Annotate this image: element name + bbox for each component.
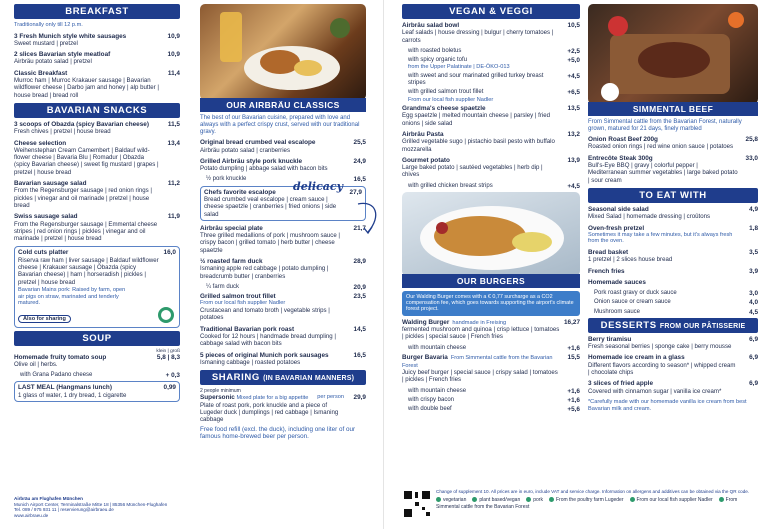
footer-line-2: Munich Airport Center, Terminalstraße Mitte 18 | 85356 München-Flughafen [14,501,168,507]
menu-sub-option [588,299,758,306]
sub-option-label: with mountain cheese [408,387,467,394]
menu-item-price: 4,0 [749,299,758,307]
menu-item-price: 13,2 [567,130,580,138]
last-meal-name: LAST MEAL (Hangmans lunch) [18,384,112,392]
menu-sub-option [402,57,580,71]
menu-item-price: 16,27 [564,318,580,326]
sharing-heading: SHARING (IN BAVARIAN MANNERS) [200,370,366,385]
menu-item-price: 3,9 [749,267,758,275]
simmental-heading: SIMMENTAL BEEF [588,102,758,116]
share-plate-icon [156,306,176,324]
menu-item-price: 20,9 [353,283,366,291]
menu-item-price: 15,5 [567,353,580,361]
menu-sub-option [588,290,758,297]
legend [402,497,762,511]
legend-item [526,497,543,503]
sub-option-label: with grilled chicken breast strips [408,182,493,189]
menu-item-desc: Bull's-Eye BBQ | gravy | colorful pepper | Mediterranean summer vegetables | large baked potato | sour cream [588,162,738,184]
cold-cuts-box [14,246,180,327]
menu-item-name: Oven-fresh pretzel [588,224,645,232]
menu-item [200,326,366,348]
menu-item [402,157,580,179]
sub-option-label: with grilled salmon trout fillet [408,89,484,96]
sub-option-label: with roasted boletus [408,47,462,54]
menu-item-desc: Sweet mustard | pretzel [14,39,78,47]
last-meal-price: 0,99 [163,384,176,392]
menu-item-price: 10,5 [567,22,580,29]
menu-item [588,249,758,264]
menu-item-name: Homemade fruity tomato soup [14,353,107,361]
legend-label: From Simmental cattle from the Bavarian Forest [436,496,738,510]
menu-sub-option [14,372,180,379]
menu-item-price: 6,9 [749,335,758,343]
legend-label: From our local fish supplier Nadler [636,496,713,503]
menu-item-price: +4,5 [567,72,580,80]
menu-item-note: From our local fish supplier Nadler [200,300,286,307]
snacks-heading: BAVARIAN SNACKS [14,103,180,118]
breakfast-list [14,33,180,99]
menu-item [588,155,758,184]
menu-item [588,136,758,151]
menu-item-desc: Olive oil | herbs. [14,360,58,368]
schnitzel-plate-icon [402,192,580,276]
menu-item-desc: Roasted onion rings | red wine onion sauce | potatoes [588,143,734,151]
menu-item-name: Grandma's cheese spaetzle [402,105,486,113]
menu-item-name: 3 Fresh Munich style white sausages [14,32,127,40]
menu-item-name: Bread basket [588,249,629,257]
menu-item-price: +1,6 [567,344,580,352]
menu-item-name: 2 slices Bavarian style meatloaf [14,51,111,59]
menu-item-tag: From Simmental cattle from the Bavarian Forest [402,354,553,369]
favorite-price: 27,9 [349,188,362,196]
menu-item-name: Cheese selection [14,139,67,147]
menu-item [200,139,366,154]
menu-item-name: 3 slices of fried apple [588,380,653,388]
menu-item-name: Entrecôte Steak 300g [588,154,653,162]
soup-heading: SOUP [14,331,180,346]
menu-sub-option [402,89,580,103]
classics-heading: OUR AIRBRÄU CLASSICS [200,98,366,112]
menu-item [14,70,180,99]
menu-item-price: 25,8 [745,136,758,144]
favorite-name: Chefs favorite escalope [204,188,276,196]
menu-item [14,213,180,242]
footer-line-3: Tel. 089 / 975 931 11 | reservierung@airbraeu.de [14,507,114,513]
breakfast-heading: BREAKFAST [14,4,180,19]
menu-item-price: +4,5 [567,182,580,190]
menu-item [588,380,758,395]
menu-item [200,258,366,280]
menu-item-price: 28,9 [353,258,366,266]
right-footer [402,489,762,519]
menu-item-name: Swiss sausage salad [14,213,78,221]
menu-item-desc: Leaf salads | house dressing | bulgur | cherry tomatoes | carrots [402,29,554,44]
menu-item-desc: Three grilled medallions of pork | mushroom sauce | crispy bacon | grilled tomato | herb butter | cheese spaetzle [200,232,340,254]
menu-item-desc: fermented mushroom and quinoa | crisp lettuce | tomatoes | pickles | special sauce | French fries [402,326,560,341]
menu-item [402,319,580,341]
plate-food-icon [200,4,366,100]
legend-dot-icon [549,497,554,502]
legend-label: From the poultry farm Lugeder [555,496,624,503]
sub-option-label: ¼ farm duck [206,283,240,290]
menu-item-desc: Weihenstephan Cream Camembert | Baldauf wild-flower cheese | Bavaria Blu | Romadur | Obazda (spicy Bavarian cheese) | sweet fig mustard | grapes | pretzel | house bread [14,146,159,176]
sub-option-label: with sweet and sour marinated grilled turkey breast stripes [408,72,544,87]
sub-option-label: ½ pork knuckle [206,176,247,183]
soup-size-label: klein | groß [156,348,180,354]
menu-item [402,105,580,127]
right-page [384,0,768,529]
menu-item-price: 14,5 [353,325,366,333]
menu-item-desc: Grilled vegetable sugo | pistachio basil pesto with buffalo mozzarella [402,138,555,153]
menu-item-desc: Fresh chives | pretzel | house bread [14,128,111,136]
classics-photo [200,4,366,100]
legend-dot-icon [436,497,441,502]
menu-item [14,140,180,176]
menu-item-desc: Covered with cinnamon sugar | vanilla ice cream* [588,387,722,395]
menu-item-price: 11,5 [167,120,180,128]
menu-item-price: +1,6 [567,396,580,404]
desserts-list [588,336,758,395]
steak-board-icon [588,4,758,104]
menu-item [14,121,180,136]
menu-item-name: Grilled salmon trout fillet [200,293,276,301]
menu-item [402,22,580,44]
menu-item-name: Airbräu Pasta [402,130,444,138]
legend-label: vegetarian [443,496,467,503]
menu-item-price: 11,2 [167,180,180,188]
menu-item-desc: Fresh seasonal berries | sponge cake | berry mousse [588,343,732,351]
menu-item-desc: Large baked potato | sautéed vegetables | herb dip | chives [402,164,543,179]
burgers-banner: Our Walding Burger comes with a € 0,77 surcharge as a CO2 compensation fee, which goes towards supporting the airport's climate forest project. [402,291,580,316]
menu-item-desc: From the Regensburger sausage | Emmental cheese stripes | red onion rings | pickles | vinegar and oil marinade | pretzel | house bread [14,220,158,243]
last-meal-box [14,381,180,402]
legend-dot-icon [630,497,635,502]
menu-item-price: 1,8 [749,224,758,232]
desserts-heading: DESSERTS FROM OUR PÂTISSERIE [588,318,758,333]
menu-item-price: 6,9 [749,354,758,362]
menu-item [588,225,758,245]
menu-item-desc: From the Regensburger sausage | red onion rings | pickles | vinegar and oil marinade | pretzel | house bread [14,187,152,209]
delicacy-script: delicacy [293,179,343,193]
menu-item-name: Classic Breakfast [14,69,68,77]
legend-dot-icon [719,497,724,502]
menu-item [14,354,180,369]
menu-sub-option [588,309,758,316]
menu-item-price: 4,9 [749,205,758,213]
favorite-desc: Bread crumbed veal escalope | cream sauce | cheese spaetzle | cranberries | fried onions | side salad [204,195,337,218]
menu-item-price: 11,9 [167,213,180,221]
menu-item-price: 16,5 [353,176,366,184]
classics-list [200,139,366,183]
sub-option-label: with crispy bacon [408,396,455,403]
menu-item-price: + 0,3 [165,372,180,380]
menu-item-price: 6,9 [749,380,758,388]
menu-item-desc: Crustacean and tomato broth | vegetable strips | potatoes [200,307,330,322]
menu-item-name: Homemade ice cream in a glass [588,354,685,362]
sub-option-label: with double beef [408,406,452,413]
cold-cuts-note: Bavarian Mains pork: Raised by farm, open air pigs on straw, marinated and tenderly matured. [18,286,126,307]
menu-item-name: 3 scoops of Obazda (spicy Bavarian cheese) [14,120,149,128]
cold-cuts-price: 16,0 [163,249,176,257]
menu-item [200,293,366,321]
menu-item-desc: Cooked for 12 hours | handmade bread dumpling | cabbage salad with bacon bits [200,332,336,348]
sub-option-label: Onion sauce or cream sauce [594,299,671,306]
menu-item-price: 25,5 [353,139,366,147]
steak-photo [588,4,758,104]
menu-item-desc: Airbräu potato salad | cranberries [200,146,290,154]
menu-item-name: Walding Burger [402,318,450,326]
sub-option-note: From our local fish supplier Nadler [408,96,494,103]
menu-item-desc: Ismaning cabbage | roasted potatoes [200,358,301,366]
supersonic-per: per person [317,394,344,401]
snacks-list [14,121,180,242]
menu-item-desc: Juicy beef burger | special sauce | crispy salad | tomatoes | pickles | French fries [402,369,558,384]
sub-option-label: Mushroom sauce [594,308,641,315]
legend-label: plant based/vegan [479,496,521,503]
menu-item-price: 11,4 [167,69,180,77]
menu-item-desc: Mixed Salad | homemade dressing | croûtons [588,213,711,221]
menu-item-price: +5,6 [567,406,580,414]
menu-sub-option [402,73,580,87]
menu-item-price: +6,5 [567,89,580,97]
menu-item-price: 10,9 [167,51,180,59]
desserts-note: *Carefully made with our homemade vanilla ice cream from best Bavarian milk and cream. [588,398,747,412]
supersonic-desc: Plate of roast pork, pork knuckle and a piece of Lugeder duck | dumplings | red cabbage | Ismaning cabbage [200,401,339,424]
sharing-min: 2 people minimum [200,388,241,395]
menu-item-price: 3,0 [749,290,758,298]
menu-item-tag: handmade in Freising [452,319,507,326]
menu-sub-option [402,48,580,55]
legend-dot-icon [472,497,477,502]
menu-item-price: 13,4 [167,139,180,147]
menu-item-name: Bavarian sausage salad [14,180,87,188]
menu-item [200,352,366,367]
breakfast-note: Traditionally only till 12 p.m. [14,22,83,28]
menu-item-price: 3,5 [749,249,758,257]
menu-item-desc: Potato dumpling | abbage salad with bacon bits [200,165,328,173]
classics-intro: The best of our Bavarian cuisine, prepared with love and always with a perfect crispy crust, served with our traditional gravy. [200,115,360,136]
menu-item-name: Grilled Airbräu style pork knuckle [200,157,303,165]
share-badge: Also for sharing [18,315,71,323]
menu-item [200,158,366,173]
toeat-list [588,206,758,316]
burger-list [402,319,580,414]
menu-item-price: 13,9 [567,156,580,164]
menu-item-name: Traditional Bavarian pork roast [200,325,295,333]
menu-item [588,206,758,221]
sub-option-label: with mountain cheese [408,344,467,351]
menu-item [402,131,580,153]
menu-item [588,354,758,376]
menu-item-name: Gourmet potato [402,156,450,164]
menu-item [588,336,758,351]
classics-list-2 [200,225,366,366]
menu-item-price: 13,5 [567,105,580,113]
menu-item-name: ½ roasted farm duck [200,258,263,266]
vegan-heading: VEGAN & VEGGI [402,4,580,19]
legend-dot-icon [526,497,531,502]
left-column-1 [14,4,180,518]
menu-item [14,180,180,209]
menu-item-price: +2,5 [567,47,580,55]
menu-item-note: Sometimes it may take a few minutes, but it's always fresh from the oven. [588,231,733,245]
menu-sub-option [200,284,366,291]
menu-item-name: 5 pieces of original Munich pork sausages [200,351,329,359]
legend-label: pork [533,496,543,503]
legend-item [472,497,520,503]
menu-sub-option [402,388,580,395]
menu-item [14,51,180,66]
menu-item-price: 23,5 [353,293,366,301]
legend-item [436,497,466,503]
cold-cuts-name: Cold cuts platter [18,249,69,257]
menu-item-name: Airbräu special plate [200,224,263,232]
menu-item-desc: Murroc ham | Murroc Krakauer sausage | Bavarian wildflower cheese | Darbo jam and honey | alp butter | house bread | bread roll [14,77,159,99]
footer-line-4: www.airbraeu.de [14,512,49,518]
menu-item-price: 16,5 [353,351,366,359]
simmental-intro: From Simmental cattle from the Bavarian Forest, naturally grown, matured for 21 days, finely marbled [588,119,742,133]
menu-item-price: 10,9 [167,32,180,40]
menu-item-price: 24,9 [353,157,366,165]
menu-item-price: +5,0 [567,57,580,65]
escalope-photo [402,192,580,276]
menu-item [588,268,758,275]
sub-option-label: Pork roast gravy or duck sauce [594,290,677,297]
menu-item [200,225,366,254]
menu-item-price: 33,0 [745,154,758,162]
sub-option-note: from the Upper Palatinate | DE-ÖKO-013 [408,64,510,71]
menu-item-name: Onion Roast Beef 200g [588,136,658,144]
vegan-list [402,22,580,190]
supersonic-item [200,394,366,423]
supersonic-note: Mixed plate for a big appetite [236,395,309,402]
soup-list [14,354,180,380]
menu-item [14,33,180,48]
toeat-heading: TO EAT WITH [588,188,758,203]
cold-cuts-desc: Riserva raw ham | liver sausage | Baldauf wildflower cheese | Krakauer sausage | Obazda (spicy Bavarian cheese) | ham | horseradish | pickles | pretzel | house bread [18,256,159,286]
menu-item-desc: Egg spaetzle | melted mountain cheese | parsley | fried onions | side salad [402,112,551,127]
menu-item-name: Original bread crumbed veal escalope [200,139,316,147]
legend-item [549,497,624,503]
menu-item-name: French fries [588,267,625,275]
menu-item-name: Seasonal side salad [588,205,649,213]
sharing-refill: Free food refill (excl. the duck), including one liter of our famous home-brewed beer per person. [200,425,356,440]
menu-sub-option [402,397,580,404]
supersonic-name: Supersonic [200,394,235,402]
menu-item [402,354,580,384]
sub-option-label: with spicy organic tofu [408,57,468,64]
menu-item-desc: Ismaning apple red cabbage | potato dumpling | breadcrumb butter | cranberries [200,265,329,280]
last-meal-desc: 1 glass of water, 1 dry bread, 1 cigarette [18,391,127,399]
menu-item-price: 4,5 [749,308,758,316]
menu-item-price: 5,8 | 8,3 [156,353,180,361]
menu-item-desc: Airbräu potato salad | pretzel [14,58,92,66]
menu-item-price: 21,7 [353,224,366,232]
menu-sub-option [402,345,580,352]
menu-item-name: Airbräu salad bowl [402,22,460,29]
menu-sub-option [402,406,580,413]
menu-item-price: +1,6 [567,387,580,395]
simmental-list [588,136,758,184]
menu-item-name: Burger Bavaria [402,353,448,361]
footer-line-1: Airbräu am Flughafen München [14,496,83,501]
menu-item-name: Berry tiramisu [588,335,632,343]
left-column-2 [200,4,366,440]
menu-item [588,279,758,286]
arrow-icon [353,198,384,238]
right-column-2 [588,4,758,412]
legend-item [630,497,713,503]
sub-option-label: with Grana Padano cheese [20,372,93,379]
menu-item-name: Homemade sauces [588,278,646,286]
supersonic-price: 29,9 [353,394,366,402]
menu-item-desc: 1 pretzel | 2 slices house bread [588,256,673,264]
legal-text: Change of supplement 10. All prices are in euro, include VAT and service charge. Information on allergens and additives can be obtained via the QR code. [436,489,750,494]
qr-code-icon[interactable] [402,489,432,519]
menu-sub-option [402,183,580,190]
burgers-heading: OUR BURGERS [402,274,580,288]
left-footer [14,496,180,518]
menu-item-desc: Different flavors according to season* | whipped cream | chocolate chips [588,361,736,377]
